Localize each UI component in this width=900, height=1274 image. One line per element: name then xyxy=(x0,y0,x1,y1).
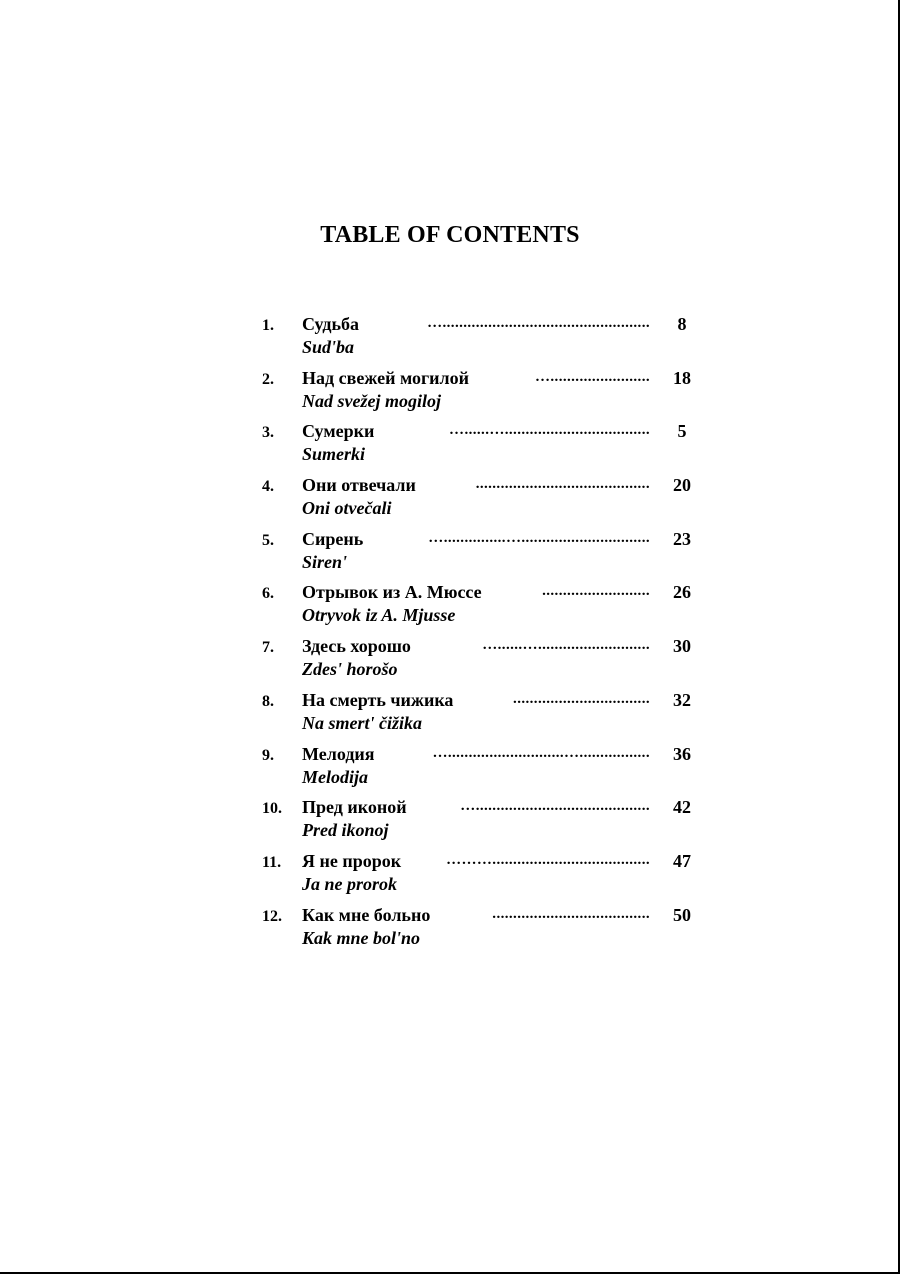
entry-transliteration: Melodija xyxy=(302,766,368,787)
entry-leader-dots: …......…................................... xyxy=(449,422,650,439)
entry-page-number: 47 xyxy=(673,850,691,871)
toc-entry xyxy=(262,475,702,529)
entry-transliteration: Kak mne bol'no xyxy=(302,927,421,948)
entry-title: Мелодия xyxy=(302,743,375,764)
toc-entry xyxy=(262,744,702,798)
entry-number: 11. xyxy=(262,853,282,871)
entry-transliteration: Nad svežej mogiloj xyxy=(302,390,441,411)
toc-entry xyxy=(262,905,702,959)
entry-leader-dots: .......................................... xyxy=(475,476,650,493)
toc-entry xyxy=(262,797,702,851)
entry-number: 2. xyxy=(262,370,274,388)
entry-transliteration: Ja ne prorok xyxy=(302,873,398,894)
entry-page-number: 20 xyxy=(673,475,691,496)
entry-leader-dots: ...................................... xyxy=(492,905,650,922)
entry-number: 10. xyxy=(262,800,282,818)
page-title: TABLE OF CONTENTS xyxy=(320,222,580,248)
entry-title: Здесь хорошо xyxy=(302,636,411,657)
entry-leader-dots: …...............…............................... xyxy=(428,529,650,546)
entry-page-number: 26 xyxy=(673,582,691,603)
entry-number: 6. xyxy=(262,585,274,603)
toc-entry xyxy=(262,690,702,744)
toc-entry xyxy=(262,368,702,422)
entry-leader-dots: ….................................................. xyxy=(427,315,650,331)
entry-page-number: 23 xyxy=(673,528,691,549)
toc-list xyxy=(262,314,702,958)
entry-title: Они отвечали xyxy=(302,475,416,496)
entry-leader-dots: …............................…................. xyxy=(432,744,650,761)
entry-number: 9. xyxy=(262,746,274,764)
toc-entry xyxy=(262,636,702,690)
toc-entry xyxy=(262,314,702,368)
entry-page-number: 30 xyxy=(673,636,691,657)
entry-transliteration: Pred ikonoj xyxy=(302,820,389,841)
entry-page-number: 18 xyxy=(673,367,691,388)
entry-title: На смерть чижика xyxy=(302,689,454,710)
entry-transliteration: Zdes' horošo xyxy=(302,659,398,680)
entry-title: Судьба xyxy=(302,314,360,334)
entry-leader-dots: ................................. xyxy=(513,690,650,707)
toc-entry xyxy=(262,582,702,636)
entry-transliteration: Siren' xyxy=(302,551,348,572)
entry-page-number: 50 xyxy=(673,904,691,925)
entry-page-number: 42 xyxy=(673,797,691,818)
entry-title: Над свежей могилой xyxy=(302,367,470,388)
entry-transliteration: Oni otvečali xyxy=(302,498,392,519)
entry-transliteration: Otryvok iz A. Mjusse xyxy=(302,605,456,626)
entry-page-number: 8 xyxy=(677,314,687,334)
entry-number: 5. xyxy=(262,531,274,549)
entry-page-number: 5 xyxy=(677,421,687,442)
toc-entry xyxy=(262,851,702,905)
entry-number: 3. xyxy=(262,424,274,442)
entry-page-number: 32 xyxy=(673,689,691,710)
entry-number: 12. xyxy=(262,907,282,925)
entry-number: 7. xyxy=(262,639,274,657)
entry-transliteration: Sud'ba xyxy=(302,337,355,357)
entry-number: 4. xyxy=(262,478,274,496)
entry-page-number: 36 xyxy=(673,743,691,764)
entry-title: Как мне больно xyxy=(302,904,431,925)
entry-title: Пред иконой xyxy=(302,797,407,818)
entry-number: 1. xyxy=(262,317,274,334)
entry-leader-dots: ….......................................... xyxy=(460,798,650,815)
toc-entry xyxy=(262,421,702,475)
entry-title: Отрывок из А. Мюссе xyxy=(302,582,482,603)
entry-leader-dots: …......…........................... xyxy=(482,637,650,654)
entry-title: Я не пророк xyxy=(302,850,402,871)
entry-leader-dots: …........................ xyxy=(535,368,650,385)
entry-transliteration: Na smert' čižika xyxy=(302,712,422,733)
entry-number: 8. xyxy=(262,692,274,710)
toc-entry xyxy=(262,529,702,583)
entry-title: Сумерки xyxy=(302,421,375,442)
entry-leader-dots: .......................... xyxy=(542,583,650,600)
entry-transliteration: Sumerki xyxy=(302,444,366,465)
entry-title: Сирень xyxy=(302,528,364,549)
entry-leader-dots: ………...................................... xyxy=(446,851,650,868)
